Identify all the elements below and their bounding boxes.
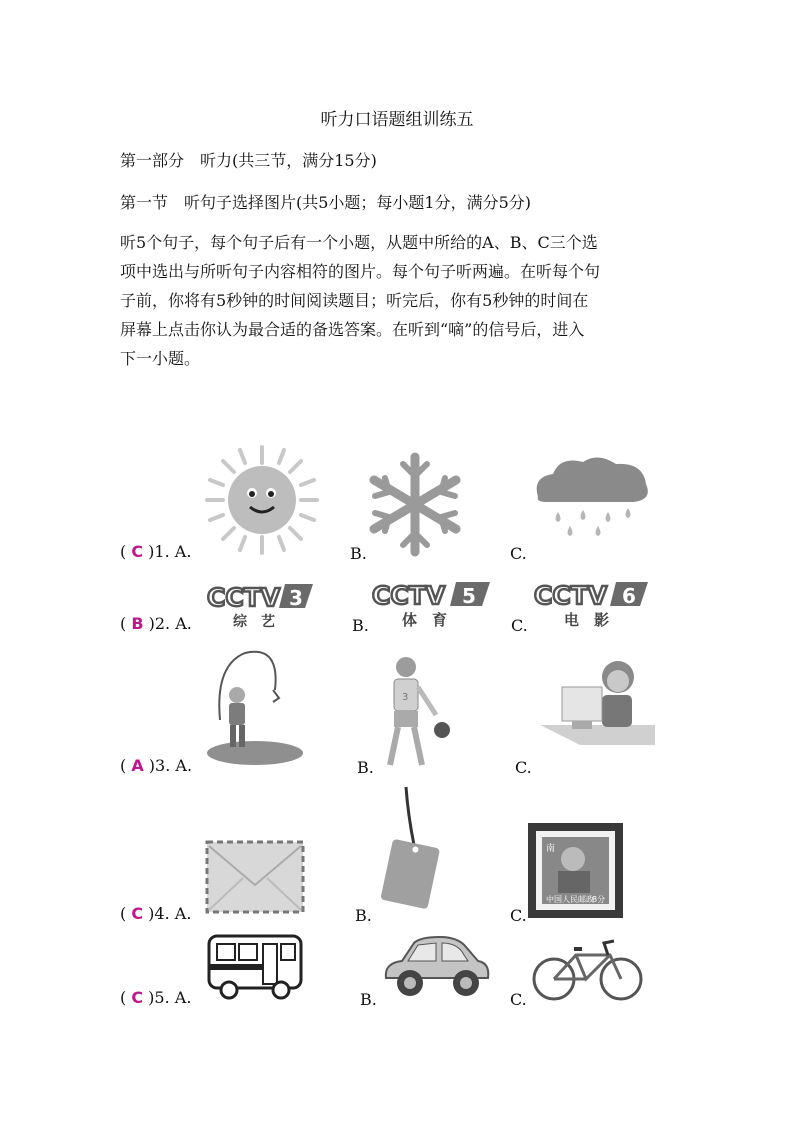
question-label: 4. A. xyxy=(154,904,192,923)
sun-icon[interactable] xyxy=(205,445,320,555)
logo-brand: CCTV xyxy=(372,581,446,610)
instruction-line: 子前，你将有5秒钟的时间阅读题目；听完后，你有5秒钟的时间在 xyxy=(120,291,589,310)
rain-cloud-icon[interactable] xyxy=(528,452,653,542)
bus-icon[interactable] xyxy=(205,932,305,1000)
envelope-icon[interactable] xyxy=(205,840,305,915)
logo-brand: CCTV xyxy=(534,581,608,610)
answer-5: C xyxy=(131,988,144,1007)
cctv3-logo[interactable] xyxy=(205,580,315,630)
cctv6-logo[interactable] xyxy=(532,578,652,630)
stamp-corner-text: 南 xyxy=(546,844,556,854)
car-icon[interactable] xyxy=(380,933,492,1003)
computer-boy-icon[interactable] xyxy=(540,655,655,745)
answer-3: A xyxy=(131,756,144,775)
part-heading: 第一部分 听力(共三节，满分15分) xyxy=(120,151,377,170)
question-1: ( C )1. A. xyxy=(120,542,192,561)
logo-caption: 电 影 xyxy=(564,611,610,629)
option-b: B. xyxy=(355,906,372,925)
option-b: B. xyxy=(357,758,374,777)
option-c: C. xyxy=(515,758,532,777)
cctv5-logo[interactable] xyxy=(370,578,495,630)
logo-caption: 体 育 xyxy=(402,611,448,629)
stamp-icon[interactable] xyxy=(528,823,623,918)
section-heading: 第一节 听句子选择图片(共5小题；每小题1分，满分5分) xyxy=(120,193,532,212)
option-c: C. xyxy=(510,906,527,925)
option-b: B. xyxy=(360,990,377,1009)
logo-number: 5 xyxy=(462,584,476,608)
instruction-line: 下一小题。 xyxy=(120,349,201,368)
logo-number: 6 xyxy=(622,584,636,608)
question-4: ( C )4. A. xyxy=(120,904,192,923)
question-3: ( A )3. A. xyxy=(120,756,193,775)
option-b: B. xyxy=(352,616,369,635)
stamp-country-text: 中国人民邮政 xyxy=(546,895,594,904)
stamp-value-text: 8分 xyxy=(592,895,606,904)
question-label: 1. A. xyxy=(154,542,192,561)
fishing-boy-icon[interactable] xyxy=(205,645,325,770)
logo-brand: CCTV xyxy=(207,583,281,612)
question-2: ( B )2. A. xyxy=(120,614,192,633)
question-label: 5. A. xyxy=(154,988,192,1007)
question-label: 2. A. xyxy=(154,614,192,633)
page-title: 听力口语题组训练五 xyxy=(320,110,474,130)
svg-text:3: 3 xyxy=(402,692,409,703)
option-c: C. xyxy=(510,990,527,1009)
answer-1: C xyxy=(131,542,144,561)
instruction-line: 项中选出与所听句子内容相符的图片。每个句子听两遍。在听每个句 xyxy=(120,262,601,281)
logo-number: 3 xyxy=(289,586,303,610)
snowflake-icon[interactable] xyxy=(365,452,465,557)
logo-caption: 综 艺 xyxy=(233,614,275,630)
instruction-line: 听5个句子，每个句子后有一个小题，从题中所给的A、B、C三个选 xyxy=(120,233,598,252)
instructions xyxy=(120,228,680,373)
option-c: C. xyxy=(510,544,527,563)
basketball-boy-icon[interactable] xyxy=(378,655,458,770)
bicycle-icon[interactable] xyxy=(530,935,645,1003)
option-c: C. xyxy=(511,616,528,635)
answer-2: B xyxy=(131,614,144,633)
tag-icon[interactable] xyxy=(372,785,447,910)
question-label: 3. A. xyxy=(155,756,193,775)
instruction-line: 屏幕上点击你认为最合适的备选答案。在听到“嘀”的信号后，进入 xyxy=(120,320,585,339)
answer-4: C xyxy=(131,904,144,923)
question-5: ( C )5. A. xyxy=(120,988,192,1007)
option-b: B. xyxy=(350,544,367,563)
